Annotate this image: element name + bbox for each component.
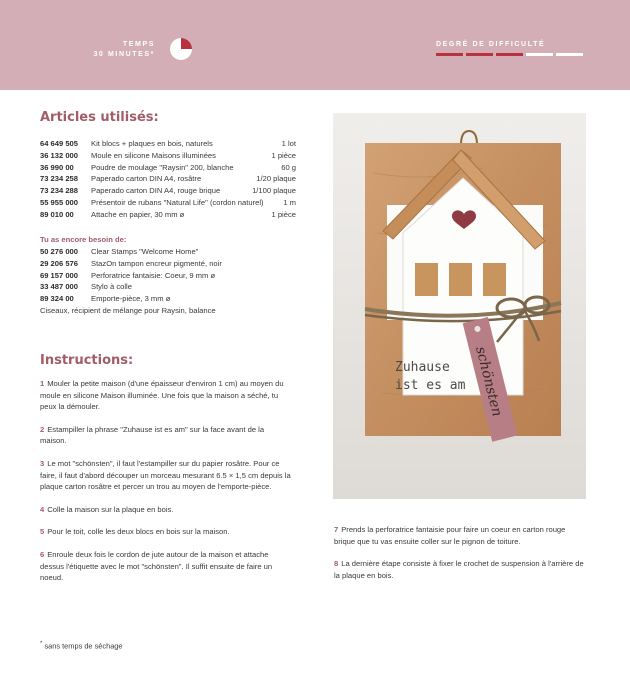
extra-material-code: 69 157 000 — [40, 270, 79, 280]
difficulty-bar — [526, 53, 553, 56]
instruction-step — [40, 424, 292, 447]
extra-material-row — [40, 258, 296, 270]
material-qty: 60 g — [281, 162, 296, 172]
extra-material-row — [40, 270, 296, 282]
time-value: 30 MINUTES* — [93, 51, 155, 58]
step-text: Enroule deux fois le cordon de jute autour de la maison et attache dessus l'étiquette avec le mot "schönsten". Il suffit ensuite de faire un noeud. — [40, 549, 273, 583]
extra-material-row — [40, 246, 296, 258]
extra-material-code: 29 206 576 — [40, 258, 79, 268]
craft-illustration — [333, 113, 586, 499]
material-row — [40, 209, 296, 221]
material-code: 64 649 505 — [40, 139, 79, 148]
instruction-step — [334, 524, 584, 547]
extra-material-desc: Stylo à colle — [91, 282, 132, 292]
material-code: 89 010 00 — [40, 209, 74, 219]
extra-material-code: 89 324 00 — [40, 294, 74, 304]
tag-text: schönsten — [472, 344, 505, 419]
material-desc: Kit blocs + plaques en bois, naturels — [91, 139, 213, 148]
extra-materials-title: Tu as encore besoin de: — [40, 235, 127, 244]
material-row — [40, 197, 296, 209]
material-code: 73 234 288 — [40, 186, 79, 196]
extra-materials-list — [40, 246, 296, 317]
instruction-step — [334, 558, 584, 581]
step-number: 2 — [40, 424, 45, 434]
extra-material-code: 50 276 000 — [40, 247, 79, 256]
step-number: 4 — [40, 504, 45, 514]
materials-list — [40, 138, 296, 221]
footnote-mark: * — [40, 640, 43, 647]
step-number: 8 — [334, 559, 339, 569]
material-desc: Paperado carton DIN A4, rouge brique — [91, 186, 221, 196]
extra-material-row — [40, 293, 296, 305]
extra-material-desc: StazOn tampon encreur pigmenté, noir — [91, 258, 222, 268]
difficulty-bar — [496, 53, 523, 56]
difficulty-meter — [436, 53, 583, 56]
clock-wedge — [181, 38, 192, 49]
materials-title: Articles utilisés: — [40, 110, 159, 125]
step-number: 6 — [40, 549, 45, 559]
clock-icon — [169, 37, 193, 61]
instructions-right-column — [334, 524, 584, 592]
difficulty-bar — [556, 53, 583, 56]
step-text: Estampiller la phrase "Zuhause ist es am" sur la face avant de la maison. — [40, 424, 265, 446]
instructions-title: Instructions: — [40, 353, 134, 368]
instruction-step — [40, 378, 292, 413]
material-desc: Moule en silicone Maisons illuminées — [91, 150, 216, 160]
material-qty: 1/20 plaque — [256, 174, 296, 184]
step-text: Le mot "schönsten", il faut l'estampiller sur du papier rosâtre. Pour ce faire, il faut d'abord découper un morceau mesurant 6.5 × 1,5 cm depuis la plaque carton rosâtre et percer un trou au moyen de l'emporte-pièce. — [40, 458, 291, 492]
material-code: 55 955 000 — [40, 197, 79, 207]
extra-material-desc: Emporte-pièce, 3 mm ø — [91, 294, 171, 304]
material-row — [40, 162, 296, 174]
material-desc: Poudre de moulage "Raysin" 200, blanche — [91, 162, 234, 172]
footnote-text: sans temps de séchage — [44, 641, 123, 651]
material-code: 36 990 00 — [40, 162, 74, 172]
craft-photo — [333, 113, 586, 499]
step-text: Mouler la petite maison (d'une épaisseur d'environ 1 cm) au moyen du moule en silicone Maison illuminée. Une fois que la maison a séché, tu peux la démouler. — [40, 379, 284, 412]
material-desc: Attache en papier, 30 mm ø — [91, 209, 185, 219]
material-qty: 1 m — [283, 197, 296, 207]
house-text-line2: ist es am — [395, 378, 466, 393]
house-text-line1: Zuhause — [395, 360, 450, 375]
difficulty-bar — [436, 53, 463, 56]
material-code: 36 132 000 — [40, 150, 79, 160]
extra-materials-note: Ciseaux, récipient de mélange pour Raysin, balance — [40, 305, 216, 315]
extra-material-desc: Perforatrice fantaisie: Coeur, 9 mm ø — [91, 270, 216, 280]
material-row — [40, 185, 296, 197]
extra-material-desc: Clear Stamps "Welcome Home" — [91, 247, 199, 256]
step-text: Pour le toit, colle les deux blocs en bois sur la maison. — [47, 527, 230, 537]
material-qty: 1 lot — [281, 139, 296, 148]
difficulty-bar — [466, 53, 493, 56]
time-label: TEMPS — [122, 41, 155, 48]
step-text: Colle la maison sur la plaque en bois. — [47, 504, 174, 514]
step-number: 1 — [40, 379, 45, 388]
step-number: 7 — [334, 525, 339, 534]
difficulty-label: DEGRÉ DE DIFFICULTÉ — [436, 41, 546, 48]
step-text: La dernière étape consiste à fixer le crochet de suspension à l'arrière de la plaque en bois. — [334, 559, 584, 580]
time-info — [93, 40, 155, 60]
step-number: 3 — [40, 458, 45, 468]
material-desc: Présentoir de rubans "Natural Life" (cordon naturel) — [91, 197, 264, 207]
instructions-left-column — [40, 378, 292, 595]
material-row — [40, 173, 296, 185]
header-band — [0, 0, 630, 90]
material-code: 73 234 258 — [40, 174, 79, 184]
material-qty: 1/100 plaque — [252, 186, 296, 196]
instruction-step — [40, 549, 292, 584]
material-qty: 1 pièce — [271, 209, 296, 219]
material-desc: Paperado carton DIN A4, rosâtre — [91, 174, 202, 184]
material-qty: 1 pièce — [271, 150, 296, 160]
material-row — [40, 138, 296, 150]
material-row — [40, 150, 296, 162]
instruction-step — [40, 526, 292, 538]
extra-material-code: 33 487 000 — [40, 282, 79, 292]
step-number: 5 — [40, 527, 45, 537]
extra-material-row — [40, 281, 296, 293]
footnote — [40, 640, 123, 650]
instruction-step — [40, 458, 292, 493]
step-text: Prends la perforatrice fantaisie pour faire un coeur en carton rouge brique que tu vas ensuite coller sur le pignon de toiture. — [334, 525, 566, 546]
instruction-step — [40, 504, 292, 516]
